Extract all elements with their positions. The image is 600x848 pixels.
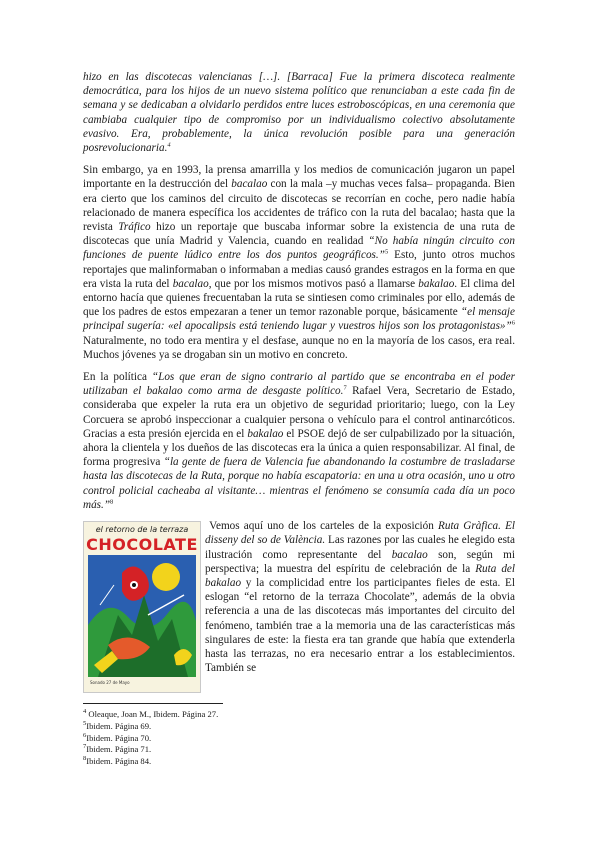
footnote-divider <box>83 703 223 704</box>
text-run: hizo un reportaje que buscaba informar sobre la existencia de una ruta de discotecas que unía Madrid y Valencia, cuando en realidad <box>83 221 515 248</box>
text-run: Naturalmente, no todo era mentira y el desfase, aunque no en la mayoría de los casos, era real. Muchos jóvenes ya se drogaban sin un motivo en concreto. <box>83 334 515 361</box>
footnote-text: Ibidem. Página 84. <box>86 756 152 767</box>
inline-quote: “No había ningún circuito con funciones de puente lúdico entre los dos puntos geográficos.” <box>83 235 515 262</box>
text-run: Sin embargo, ya en 1993, la prensa amarrilla y los medios de comunicación jugaron un papel importante en la destrucción del <box>83 164 515 191</box>
footnote-text: Oleaque, Joan M., Ibidem. Página 27. <box>86 709 219 720</box>
footnote-number: 5 <box>83 720 87 728</box>
footnote-ref: 4 <box>167 141 171 149</box>
footnote <box>83 756 515 768</box>
emphasis: Tráfico <box>118 221 151 234</box>
footnote-text: Ibidem. Página 71. <box>86 744 152 755</box>
opening-quote-text: hizo en las discotecas valencianas […]. [Barraca] Fue la primera discoteca realmente democrática, para los hijos de un nuevo sistema político que renunciaban a este cada fin de semana y se dedicaban a olvidarlo perdidos entre luces estroboscópicas, en una ceremonia que cambiaba cualquier tipo de compromiso por un individualismo colectivo absolutamente evasivo. Era, probablemente, la única revolución posible para una generación posrevolucionaria. <box>83 71 515 155</box>
emphasis: Ruta del bakalao <box>205 562 515 589</box>
footnote-ref: 7 <box>343 384 347 392</box>
inline-quote: “Los que eran de signo contrario al partido que se encontraba en el poder utilizaban el bakalao como arma de desgaste político. <box>83 371 515 398</box>
emphasis: bacalao <box>391 548 428 561</box>
footnote-ref: 5 <box>384 248 389 256</box>
emphasis: bacalao <box>231 178 268 191</box>
poster-title: el retorno de la terraza <box>95 525 189 535</box>
emphasis: bakalao <box>418 277 455 290</box>
text-run: Vemos aquí uno de los carteles de la exposición <box>209 520 439 533</box>
footnote-number: 7 <box>83 743 87 751</box>
paragraph-poster <box>205 519 515 675</box>
emphasis: bacalao <box>172 277 209 290</box>
emphasis: Ruta Gràfica. El disseny del so de València. <box>205 520 516 547</box>
paragraph-politics <box>83 370 515 512</box>
emphasis: bakalao <box>247 427 284 440</box>
text-run: son, según mi perspectiva; la muestra del espíritu de celebración de la <box>205 548 515 575</box>
footnote-text: Ibidem. Página 69. <box>86 720 152 731</box>
text-run: y la complicidad entre los participantes fieles de esta. El eslogan “el retorno de la terraza Chocolate”, además de la obvia referencia a una de las discotecas más importantes del circuito del fenómeno, también trae a la memoria una de las características más singulares de este: la fiesta era tan grande que había que extenderla hasta las terrazas, no era necesario entrar a los establecimientos. También se <box>205 576 515 675</box>
footnote-number: 6 <box>83 731 87 739</box>
text-run: Las razones por las cuales he elegido esta ilustración como representante del <box>205 534 515 561</box>
text-run: . El clima del entorno hacía que quienes frecuentaban la ruta se sintiesen como criminales por ello, además de que los padres de estos empezaran a tener un temor razonable porque, básicamente <box>83 277 516 319</box>
footnote-ref: 8 <box>110 498 114 506</box>
opening-quote <box>83 70 515 155</box>
footnote <box>83 744 515 756</box>
inline-quote: “la gente de fuera de Valencia fue abandonando la costumbre de trasladarse hasta las discotecas de la Ruta, porque no había escapatoria: en una u otra ocasión, uno u otro control policial cacheaba al visitante… mientras el fenómeno se consumía cada día un poco más.” <box>83 456 516 511</box>
footnote-number: 4 <box>83 708 87 716</box>
footnote <box>83 709 515 721</box>
footnote <box>83 733 515 745</box>
document-page <box>83 70 515 768</box>
paragraph-press <box>83 163 515 362</box>
figure-caption-text <box>205 519 515 675</box>
footnotes <box>83 709 515 768</box>
figure-row <box>83 519 515 699</box>
footnote <box>83 721 515 733</box>
text-run: con la mala –y muchas veces falsa– propaganda. Bien era cierto que los caminos del circuito de discotecas se recorrían en coche, pero nadie había relacionado de manera específica los accidentes de tráfico con la ruta del bacalao; hasta que la revista <box>83 178 515 234</box>
text-run: el PSOE dejó de ser culpabilizado por la situación, ahora la clientela y los dueños de las discotecas era la única a quien responsabilizar. Al final, de forma progresiva <box>83 427 515 469</box>
text-run: Rafael Vera, Secretario de Estado, consideraba que expeler la ruta era un objetivo de seguridad prioritario; luego, con la Ley Corcuera se aprobó inspeccionar a cualquier persona o vehículo para el control antinarcóticos. Gracias a esta presión ejercida en el <box>83 385 516 440</box>
text-run: En la política <box>83 371 152 384</box>
poster-headline: CHOCOLATE <box>86 535 198 555</box>
inline-quote: “el mensaje principal sugería: «el apocalipsis está teniendo lugar y vuestros hijos son los protagonistas»” <box>83 306 515 333</box>
footnote-number: 8 <box>83 755 87 763</box>
poster-footer: Sonado 27 de Mayo <box>90 680 130 686</box>
poster-illustration <box>88 555 196 677</box>
footnote-text: Ibidem. Página 70. <box>86 732 152 743</box>
text-run: , que por los mismos motivos pasó a llamarse <box>208 277 419 290</box>
text-run: Esto, junto otros muchos reportajes que malinformaban o informaban a medias causó grandes estragos en la forma en que era vista la ruta del <box>83 249 515 290</box>
poster-image <box>83 521 201 693</box>
footnote-ref: 6 <box>511 319 515 327</box>
